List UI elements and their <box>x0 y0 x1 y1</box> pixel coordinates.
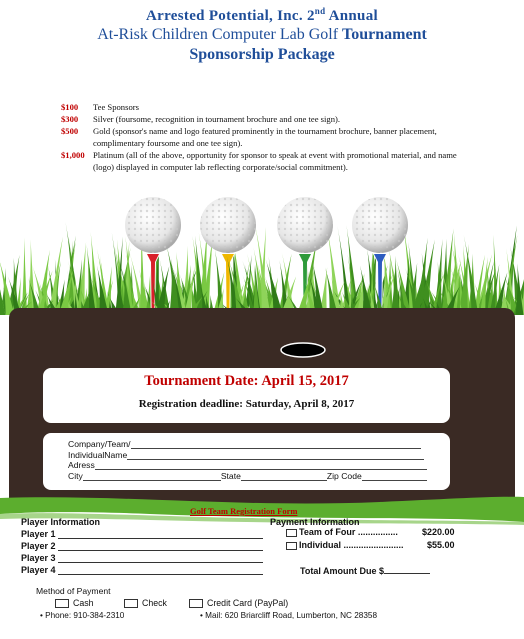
contact-phone: • Phone: 910-384-2310 <box>40 611 125 620</box>
contact-mail: • Mail: 620 Briarcliff Road, Lumberton, NC 28358 <box>200 611 378 620</box>
method-of-payment-label: Method of Payment <box>36 586 111 596</box>
company-field[interactable] <box>131 440 421 449</box>
team-of-four-checkbox[interactable] <box>286 529 297 537</box>
player-1-row: Player 1 <box>21 529 263 539</box>
city-state-zip-row: City State Zip Code <box>68 471 427 481</box>
team-of-four-option[interactable]: Team of Four ................ $220.00 <box>286 527 398 537</box>
credit-card-checkbox[interactable] <box>189 599 203 608</box>
player-3-field[interactable] <box>58 554 263 563</box>
address-field-row: Adress <box>68 460 427 470</box>
sponsor-level-1000: $1,000 Platinum (all of the above, opportunity for sponsor to speak at event with promotional material, and name (logo) displayed in computer lab reflecting corporate/social commitment). <box>61 150 457 172</box>
cash-option[interactable]: Cash <box>55 598 94 608</box>
registration-deadline: Registration deadline: Saturday, April 8, 2017 <box>138 398 355 410</box>
player-2-field[interactable] <box>58 542 263 551</box>
title-line-3: Sponsorship Package <box>189 46 335 63</box>
tournament-date-box <box>43 368 450 423</box>
individual-field-row: IndividualName <box>68 450 424 460</box>
address-field[interactable] <box>95 461 427 470</box>
player-information-label: Player Information <box>21 517 101 527</box>
state-field[interactable] <box>241 472 327 481</box>
player-4-row: Player 4 <box>21 565 263 575</box>
sponsor-level-100: $100 Tee Sponsors <box>61 102 139 112</box>
player-1-field[interactable] <box>58 530 263 539</box>
individual-option[interactable]: Individual ........................ $55.00 <box>286 540 404 550</box>
player-4-field[interactable] <box>58 566 263 575</box>
zip-field[interactable] <box>362 472 427 481</box>
contact-info-box <box>43 433 450 490</box>
total-amount-due: Total Amount Due $ <box>300 565 430 576</box>
sponsor-level-300: $300 Silver (foursome, recognition in tournament brochure and one tee sign). <box>61 114 340 124</box>
company-field-row: Company/Team/ <box>68 439 421 449</box>
player-2-row: Player 2 <box>21 541 263 551</box>
cash-checkbox[interactable] <box>55 599 69 608</box>
payment-information-label: Payment Information <box>270 517 360 527</box>
tournament-date: Tournament Date: April 15, 2017 <box>144 373 349 389</box>
total-amount-field[interactable] <box>384 565 430 574</box>
individual-name-field[interactable] <box>127 451 424 460</box>
registration-form-title: Golf Team Registration Form <box>190 506 298 516</box>
golf-hole <box>9 308 515 368</box>
city-field[interactable] <box>83 472 221 481</box>
credit-card-option[interactable]: Credit Card (PayPal) <box>189 598 288 608</box>
sponsor-levels <box>61 101 471 173</box>
check-checkbox[interactable] <box>124 599 138 608</box>
title-line-1: Arrested Potential, Inc. 2nd Annual <box>146 6 378 24</box>
title-line-2: At-Risk Children Computer Lab Golf Tournament <box>97 26 427 43</box>
check-option[interactable]: Check <box>124 598 167 608</box>
sponsor-level-500: $500 Gold (sponsor's name and logo featured prominently in the tournament brochure, banner placement, complimentary foursome and one tee sign). <box>61 126 437 148</box>
player-3-row: Player 3 <box>21 553 263 563</box>
individual-checkbox[interactable] <box>286 542 297 550</box>
